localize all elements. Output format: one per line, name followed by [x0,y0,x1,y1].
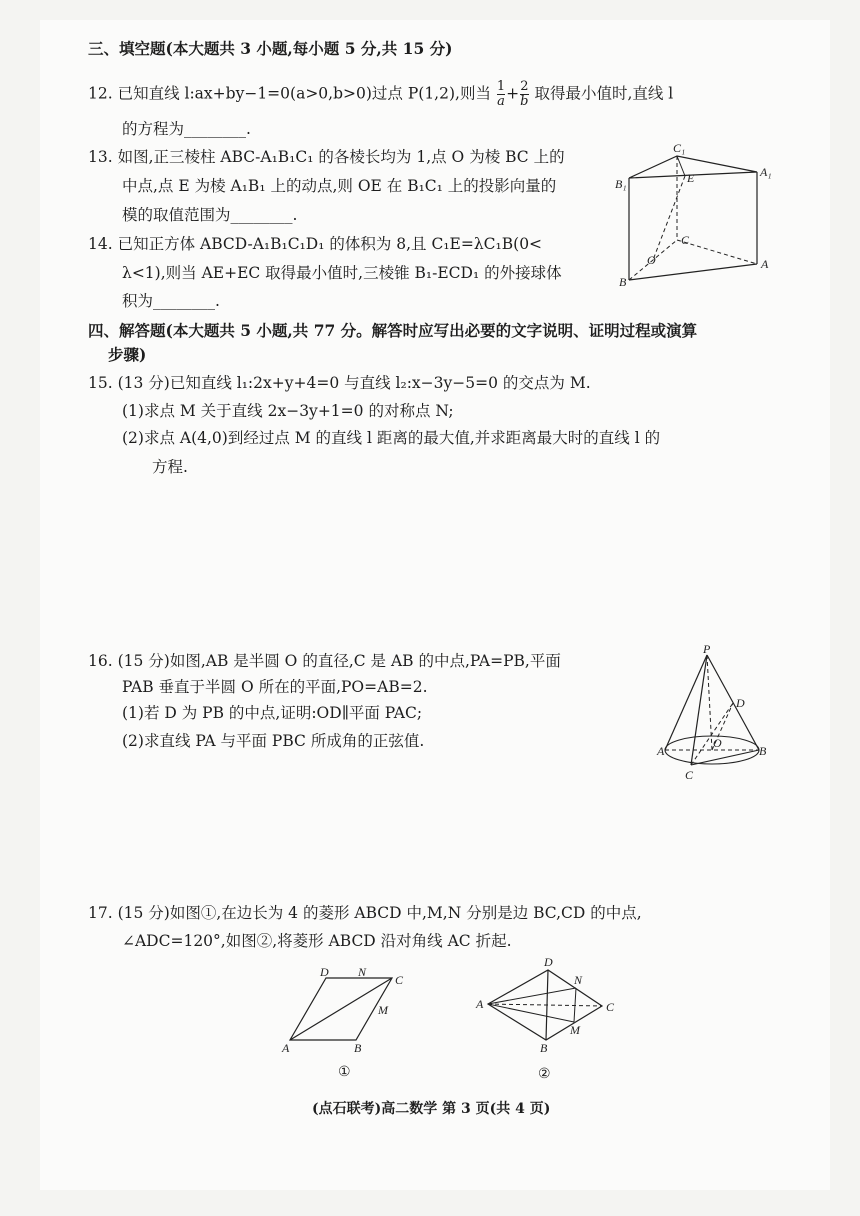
cone-label-P: P [703,642,711,656]
section-3-header: 三、填空题(本大题共 3 小题,每小题 5 分,共 15 分) [88,39,453,58]
rhombus2-label-D: D [544,955,553,969]
q16-line1: 16. (15 分)如图,AB 是半圆 O 的直径,C 是 AB 的中点,PA=PB,平面 [88,652,561,670]
cone-label-D: D [736,696,745,710]
q14-line2: λ<1),则当 AE+EC 取得最小值时,三棱锥 B₁-ECD₁ 的外接球体 [122,264,562,282]
prism-label-C1: C₁ [673,141,686,155]
q12-line2: 的方程为________. [122,120,251,138]
q15-line2: (1)求点 M 关于直线 2x−3y+1=0 的对称点 N; [122,402,454,420]
prism-label-E: E [687,171,695,185]
q16-line3: (1)若 D 为 PB 的中点,证明:OD∥平面 PAC; [122,704,423,722]
cone-figure [655,642,775,785]
frac1-numerator: 1 [496,79,506,94]
q14-line3: 积为________. [122,292,220,310]
cone-label-A: A [657,744,665,758]
rhombus1-label-C: C [395,973,404,987]
prism-label-B1: B₁ [615,177,627,191]
rhombus1-label-M: M [378,1003,388,1017]
section-4-header-1: 四、解答题(本大题共 5 小题,共 77 分。解答时应写出必要的文字说明、证明过程或演算 [88,321,698,340]
q16-line2: PAB 垂直于半圆 O 所在的平面,PO=AB=2. [122,678,428,696]
rhombus2-label-A: A [476,997,484,1011]
frac1-denominator: a [497,94,505,109]
q12-text-b: 取得最小值时,直线 l [534,84,674,103]
q14-line1: 14. 已知正方体 ABCD-A₁B₁C₁D₁ 的体积为 8,且 C₁E=λC₁B(0< [88,235,543,253]
q17-line2: ∠ADC=120°,如图②,将菱形 ABCD 沿对角线 AC 折起. [122,932,512,950]
q15-line4: 方程. [152,458,188,476]
rhombus1-label-N: N [358,965,367,979]
rhombus2-label-C: C [606,1000,615,1014]
rhombus1-label-D: D [320,965,329,979]
q15-line3: (2)求点 A(4,0)到经过点 M 的直线 l 距离的最大值,并求距离最大时的直线 l 的 [122,429,661,447]
q12-fraction-2 [520,80,528,109]
q12-text-a: 12. 已知直线 l:ax+by−1=0(a>0,b>0)过点 P(1,2),则当 [88,84,491,103]
q15-line1: 15. (13 分)已知直线 l₁:2x+y+4=0 与直线 l₂:x−3y−5=0 的交点为 M. [88,374,591,392]
q13-line3: 模的取值范围为________. [122,206,298,224]
q16-line4: (2)求直线 PA 与平面 PBC 所成角的正弦值. [122,732,425,750]
rhombus2-label-M: M [570,1023,580,1037]
prism-figure [615,140,770,290]
q13-line1: 13. 如图,正三棱柱 ABC-A₁B₁C₁ 的各棱长均为 1,点 O 为棱 BC 上的 [88,148,565,166]
cone-label-C: C [685,768,694,782]
q13-line2: 中点,点 E 为棱 A₁B₁ 上的动点,则 OE 在 B₁C₁ 上的投影向量的 [122,177,557,195]
prism-label-A1: A₁ [760,165,772,179]
rhombus1-caption: ① [338,1065,351,1080]
rhombus2-caption: ② [538,1067,551,1082]
prism-label-A: A [761,257,769,271]
rhombus2-label-B: B [540,1041,548,1055]
frac2-numerator: 2 [520,79,529,94]
rhombus-figure-2 [470,956,620,1086]
prism-label-C: C [681,233,690,247]
rhombus-figure-1 [280,962,410,1082]
prism-label-B: B [619,275,627,289]
rhombus1-label-A: A [282,1041,290,1055]
page-footer: (点石联考)高二数学 第 3 页(共 4 页) [312,1101,551,1117]
prism-label-O: O [647,253,656,267]
q12-plus: + [506,84,520,103]
rhombus1-label-B: B [354,1041,362,1055]
rhombus2-label-N: N [574,973,583,987]
q17-line1: 17. (15 分)如图①,在边长为 4 的菱形 ABCD 中,M,N 分别是边 BC,CD 的中点, [88,904,642,922]
q12-line1 [88,80,673,109]
cone-label-B: B [759,744,767,758]
frac2-denominator: b [520,94,529,109]
section-4-header-2: 步骤) [108,345,147,364]
cone-label-O: O [713,736,722,750]
q12-fraction-1 [497,80,505,109]
